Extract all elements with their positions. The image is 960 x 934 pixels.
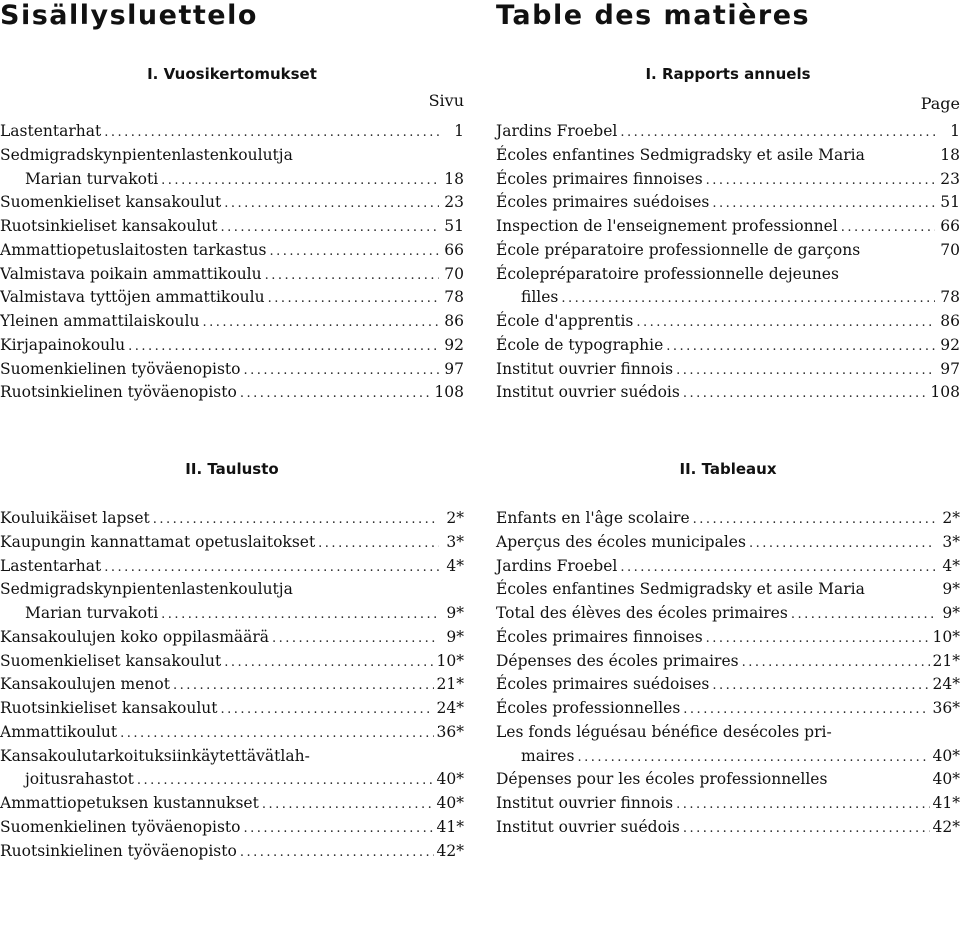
- toc-entry: [0, 768, 464, 792]
- toc-entry: [496, 697, 960, 721]
- toc-entry-page-number: 86: [940, 312, 960, 330]
- leader-dots: [712, 674, 929, 698]
- toc-entry: [496, 602, 960, 626]
- section-title-finnish-tables: II. Taulusto: [185, 460, 279, 478]
- leader-dots: [318, 532, 439, 556]
- toc-entry-title: École d'apprentis: [496, 312, 634, 330]
- toc-entry-page-number: 108: [434, 383, 464, 402]
- toc-entry-title: Ammattiopetuslaitosten tarkastus: [0, 240, 267, 259]
- leader-dots: [137, 769, 434, 793]
- toc-list-finnish-tables: [0, 507, 464, 863]
- leader-dots: [706, 169, 935, 193]
- toc-entry: [496, 239, 960, 263]
- toc-entry-title: Écoles professionnelles: [496, 699, 681, 717]
- toc-list-french-annual-reports: [496, 120, 960, 405]
- toc-entry-title: Ruotsinkieliset kansakoulut: [0, 699, 218, 717]
- toc-entry-line: [0, 745, 464, 769]
- toc-entry-page-number: 9*: [942, 580, 960, 599]
- toc-entry: [496, 816, 960, 840]
- toc-entry: [0, 840, 464, 864]
- toc-entry-text: pientenlastenkoulut: [121, 580, 279, 599]
- toc-entry: [496, 168, 960, 192]
- toc-entry: [496, 310, 960, 334]
- toc-entry-title: École préparatoire professionnelle de garçons: [496, 240, 861, 259]
- leader-dots: [620, 556, 935, 580]
- leader-dots: [841, 216, 935, 240]
- toc-entry-text: École: [496, 264, 540, 283]
- toc-entry: [496, 626, 960, 650]
- toc-entry-title: Jardins Froebel: [496, 122, 618, 140]
- toc-entry: [496, 507, 960, 531]
- section-title-french-tables: II. Tableaux: [679, 460, 777, 478]
- toc-list-french-tables: [496, 507, 960, 840]
- toc-entry: [496, 650, 960, 674]
- leader-dots: [244, 817, 434, 841]
- toc-entry-title: Yleinen ammattilaiskoulu: [0, 312, 200, 330]
- leader-dots: [224, 192, 439, 216]
- toc-entry-text: ja: [278, 145, 293, 164]
- toc-entry-title: Valmistava poikain ammattikoulu: [0, 264, 262, 283]
- leader-dots: [683, 817, 930, 841]
- toc-entry: [496, 531, 960, 555]
- toc-entry-page-number: 21*: [932, 651, 960, 670]
- toc-entry-line: [496, 721, 960, 745]
- leader-dots: [240, 382, 432, 406]
- toc-entry: [496, 286, 960, 310]
- toc-entry-title: filles: [521, 288, 559, 307]
- toc-entry-line: [0, 578, 464, 602]
- toc-entry-title: Institut ouvrier finnois: [496, 359, 674, 378]
- leader-dots: [693, 508, 935, 532]
- toc-entry-page-number: 40*: [436, 794, 464, 812]
- toc-entry-title: Enfants en l'âge scolaire: [496, 509, 690, 527]
- toc-entry: [0, 358, 464, 382]
- toc-entry-page-number: 40*: [932, 770, 960, 789]
- toc-entry-title: Marian turvakoti: [25, 604, 159, 622]
- toc-entry: [496, 555, 960, 579]
- toc-entry-page-number: 108: [930, 383, 960, 402]
- toc-entry-page-number: 4*: [942, 556, 960, 575]
- toc-entry-title: Institut ouvrier suédois: [496, 817, 680, 836]
- toc-entry: [0, 555, 464, 579]
- toc-entry: [496, 358, 960, 382]
- leader-dots: [161, 169, 439, 193]
- toc-entry-text: au bénéfice des: [627, 722, 750, 741]
- toc-entry-page-number: 1: [454, 122, 464, 140]
- leader-dots: [104, 121, 439, 145]
- toc-entry-title: Valmistava tyttöjen ammattikoulu: [0, 288, 265, 307]
- leader-dots: [742, 651, 930, 675]
- leader-dots: [173, 674, 434, 698]
- toc-entry: [496, 792, 960, 816]
- toc-entry-page-number: 40*: [932, 746, 960, 765]
- leader-dots: [676, 793, 929, 817]
- toc-entry-page-number: 97: [940, 359, 960, 378]
- leader-dots: [683, 698, 929, 722]
- toc-entry: [496, 381, 960, 405]
- toc-entry: [0, 286, 464, 310]
- toc-entry-title: Kansakoulujen koko oppilasmäärä: [0, 627, 270, 646]
- toc-entry-title: Dépenses des écoles primaires: [496, 651, 739, 670]
- toc-entry-page-number: 9*: [942, 604, 960, 622]
- toc-entry: [0, 239, 464, 263]
- toc-entry-title: Suomenkieliset kansakoulut: [0, 193, 222, 212]
- toc-entry-page-number: 10*: [932, 627, 960, 646]
- toc-entry: [0, 120, 464, 144]
- leader-dots: [104, 556, 439, 580]
- toc-entry-page-number: 4*: [446, 556, 464, 575]
- toc-entry: [0, 602, 464, 626]
- toc-entry-text: jeunes: [787, 264, 839, 283]
- toc-entry-page-number: 92: [444, 335, 464, 354]
- leader-dots: [224, 651, 433, 675]
- toc-entry-title: Total des élèves des écoles primaires: [496, 604, 788, 622]
- toc-entry: [0, 263, 464, 287]
- toc-entry-page-number: 42*: [436, 841, 464, 860]
- toc-entry-title: Écoles primaires finnoises: [496, 169, 703, 188]
- toc-entry: [0, 673, 464, 697]
- leader-dots: [120, 722, 433, 746]
- leader-dots: [128, 335, 439, 359]
- toc-entry-title: Marian turvakoti: [25, 169, 159, 188]
- leader-dots: [636, 311, 935, 335]
- toc-entry: [0, 310, 464, 334]
- toc-entry-line: [0, 144, 464, 168]
- toc-entry-title: Institut ouvrier finnois: [496, 794, 674, 812]
- toc-entry-text: Sedmigradskyn: [0, 580, 122, 599]
- toc-entry: [496, 144, 960, 168]
- leader-dots: [221, 216, 439, 240]
- leader-dots: [268, 287, 439, 311]
- leader-dots: [620, 121, 935, 145]
- leader-dots: [706, 627, 930, 651]
- leader-dots: [244, 359, 440, 383]
- toc-entry: [0, 191, 464, 215]
- toc-entry-title: Institut ouvrier suédois: [496, 383, 680, 402]
- leader-dots: [749, 532, 935, 556]
- toc-entry-page-number: 23: [444, 193, 464, 212]
- toc-entry-page-number: 2*: [942, 509, 960, 527]
- toc-entry-page-number: 18: [940, 145, 960, 164]
- page-title-finnish: Sisällysluettelo: [0, 0, 258, 31]
- toc-entry-title: Écoles primaires suédoises: [496, 675, 710, 694]
- toc-entry-page-number: 97: [444, 359, 464, 378]
- toc-entry-title: Suomenkieliset kansakoulut: [0, 651, 222, 670]
- toc-entry-text: ja: [278, 580, 293, 599]
- toc-entry-line: [496, 263, 960, 287]
- toc-entry: [0, 721, 464, 745]
- leader-dots: [221, 698, 434, 722]
- toc-entry-text: käytettävät: [191, 746, 281, 765]
- toc-entry-title: Kouluikäiset lapset: [0, 509, 150, 527]
- leader-dots: [561, 287, 935, 311]
- toc-entry-title: Suomenkielinen työväenopisto: [0, 817, 241, 836]
- toc-entry-page-number: 10*: [436, 651, 464, 670]
- toc-entry: [496, 578, 960, 602]
- toc-entry-title: Kirjapainokoulu: [0, 335, 126, 354]
- toc-entry-title: Ruotsinkielinen työväenopisto: [0, 841, 237, 860]
- leader-dots: [262, 793, 434, 817]
- toc-entry-page-number: 36*: [932, 699, 960, 717]
- page-title-french: Table des matières: [496, 0, 811, 31]
- toc-entry: [0, 334, 464, 358]
- toc-entry-page-number: 70: [940, 240, 960, 259]
- toc-entry-title: Écoles primaires suédoises: [496, 193, 710, 212]
- toc-entry-text: lah-: [280, 746, 310, 765]
- toc-entry: [0, 816, 464, 840]
- toc-entry-title: Ruotsinkielinen työväenopisto: [0, 383, 237, 402]
- toc-entry-page-number: 23: [940, 169, 960, 188]
- toc-entry-page-number: 3*: [942, 532, 960, 551]
- toc-entry-title: Lastentarhat: [0, 122, 102, 140]
- toc-entry-page-number: 9*: [446, 627, 464, 646]
- toc-entry-page-number: 42*: [932, 817, 960, 836]
- toc-entry: [0, 507, 464, 531]
- toc-entry: [0, 215, 464, 239]
- toc-entry-page-number: 9*: [446, 604, 464, 622]
- toc-entry-page-number: 86: [444, 312, 464, 330]
- toc-entry-title: joitusrahastot: [25, 770, 134, 789]
- toc-entry-text: Kansakoulutarkoituksiin: [0, 746, 192, 765]
- toc-entry-page-number: 24*: [932, 675, 960, 694]
- toc-entry-title: Kansakoulujen menot: [0, 675, 170, 694]
- section-title-french-annual-reports: I. Rapports annuels: [645, 65, 811, 83]
- toc-entry-page-number: 40*: [436, 770, 464, 789]
- leader-dots: [683, 382, 928, 406]
- toc-entry-page-number: 36*: [436, 722, 464, 741]
- toc-entry-title: Jardins Froebel: [496, 556, 618, 575]
- toc-entry-title: Aperçus des écoles municipales: [496, 532, 746, 551]
- toc-entry-title: École de typographie: [496, 335, 664, 354]
- toc-entry-page-number: 1: [950, 122, 960, 140]
- toc-entry-page-number: 18: [444, 169, 464, 188]
- toc-entry-page-number: 3*: [446, 532, 464, 551]
- toc-entry-title: Ammattikoulut: [0, 722, 118, 741]
- toc-entry: [0, 697, 464, 721]
- leader-dots: [240, 841, 434, 865]
- toc-entry-title: Suomenkielinen työväenopisto: [0, 359, 241, 378]
- toc-entry: [496, 120, 960, 144]
- leader-dots: [666, 335, 935, 359]
- leader-dots: [161, 603, 439, 627]
- toc-entry-page-number: 92: [940, 335, 960, 354]
- page-column-header-finnish: Sivu: [428, 91, 464, 110]
- leader-dots: [153, 508, 439, 532]
- toc-entry: [0, 531, 464, 555]
- toc-entry-page-number: 24*: [436, 699, 464, 717]
- toc-entry: [496, 191, 960, 215]
- leader-dots: [272, 627, 439, 651]
- toc-entry-title: Lastentarhat: [0, 556, 102, 575]
- toc-entry-page-number: 51: [940, 193, 960, 212]
- toc-entry-page-number: 66: [444, 240, 464, 259]
- toc-entry-title: Kaupungin kannattamat opetuslaitokset: [0, 532, 316, 551]
- toc-entry-page-number: 51: [444, 217, 464, 235]
- toc-entry-text: Les fonds légués: [496, 722, 628, 741]
- leader-dots: [712, 192, 935, 216]
- leader-dots: [269, 240, 439, 264]
- toc-entry-page-number: 66: [940, 217, 960, 235]
- toc-entry-page-number: 2*: [446, 509, 464, 527]
- toc-entry-text: préparatoire professionnelle de: [539, 264, 788, 283]
- toc-list-finnish-annual-reports: [0, 120, 464, 405]
- toc-entry-title: Écoles primaires finnoises: [496, 627, 703, 646]
- toc-entry-title: maires: [521, 746, 575, 765]
- toc-entry-title: Écoles enfantines Sedmigradsky et asile Maria: [496, 145, 865, 164]
- toc-entry: [0, 381, 464, 405]
- section-title-finnish-annual-reports: I. Vuosikertomukset: [147, 65, 317, 83]
- toc-entry: [496, 768, 960, 792]
- leader-dots: [265, 264, 439, 288]
- toc-entry-page-number: 21*: [436, 675, 464, 694]
- leader-dots: [202, 311, 439, 335]
- toc-entry: [0, 168, 464, 192]
- toc-entry-title: Dépenses pour les écoles professionnelles: [496, 770, 828, 789]
- toc-entry-title: Écoles enfantines Sedmigradsky et asile Maria: [496, 580, 865, 599]
- leader-dots: [791, 603, 935, 627]
- toc-entry-page-number: 70: [444, 264, 464, 283]
- toc-entry-title: Inspection de l'enseignement professionnel: [496, 217, 838, 235]
- toc-entry-page-number: 78: [940, 288, 960, 307]
- toc-entry-title: Ruotsinkieliset kansakoulut: [0, 217, 218, 235]
- toc-entry: [496, 334, 960, 358]
- toc-entry-page-number: 41*: [436, 817, 464, 836]
- leader-dots: [577, 746, 929, 770]
- toc-entry-title: Ammattiopetuksen kustannukset: [0, 794, 259, 812]
- toc-entry-text: pientenlastenkoulut: [121, 145, 279, 164]
- toc-entry: [0, 650, 464, 674]
- toc-entry: [0, 626, 464, 650]
- toc-entry: [496, 745, 960, 769]
- toc-entry: [496, 673, 960, 697]
- toc-entry: [496, 215, 960, 239]
- page-column-header-french: Page: [920, 94, 960, 113]
- toc-entry-page-number: 41*: [932, 794, 960, 812]
- leader-dots: [676, 359, 935, 383]
- toc-entry-page-number: 78: [444, 288, 464, 307]
- toc-entry-text: Sedmigradskyn: [0, 145, 122, 164]
- toc-entry-text: écoles pri-: [749, 722, 832, 741]
- toc-entry: [0, 792, 464, 816]
